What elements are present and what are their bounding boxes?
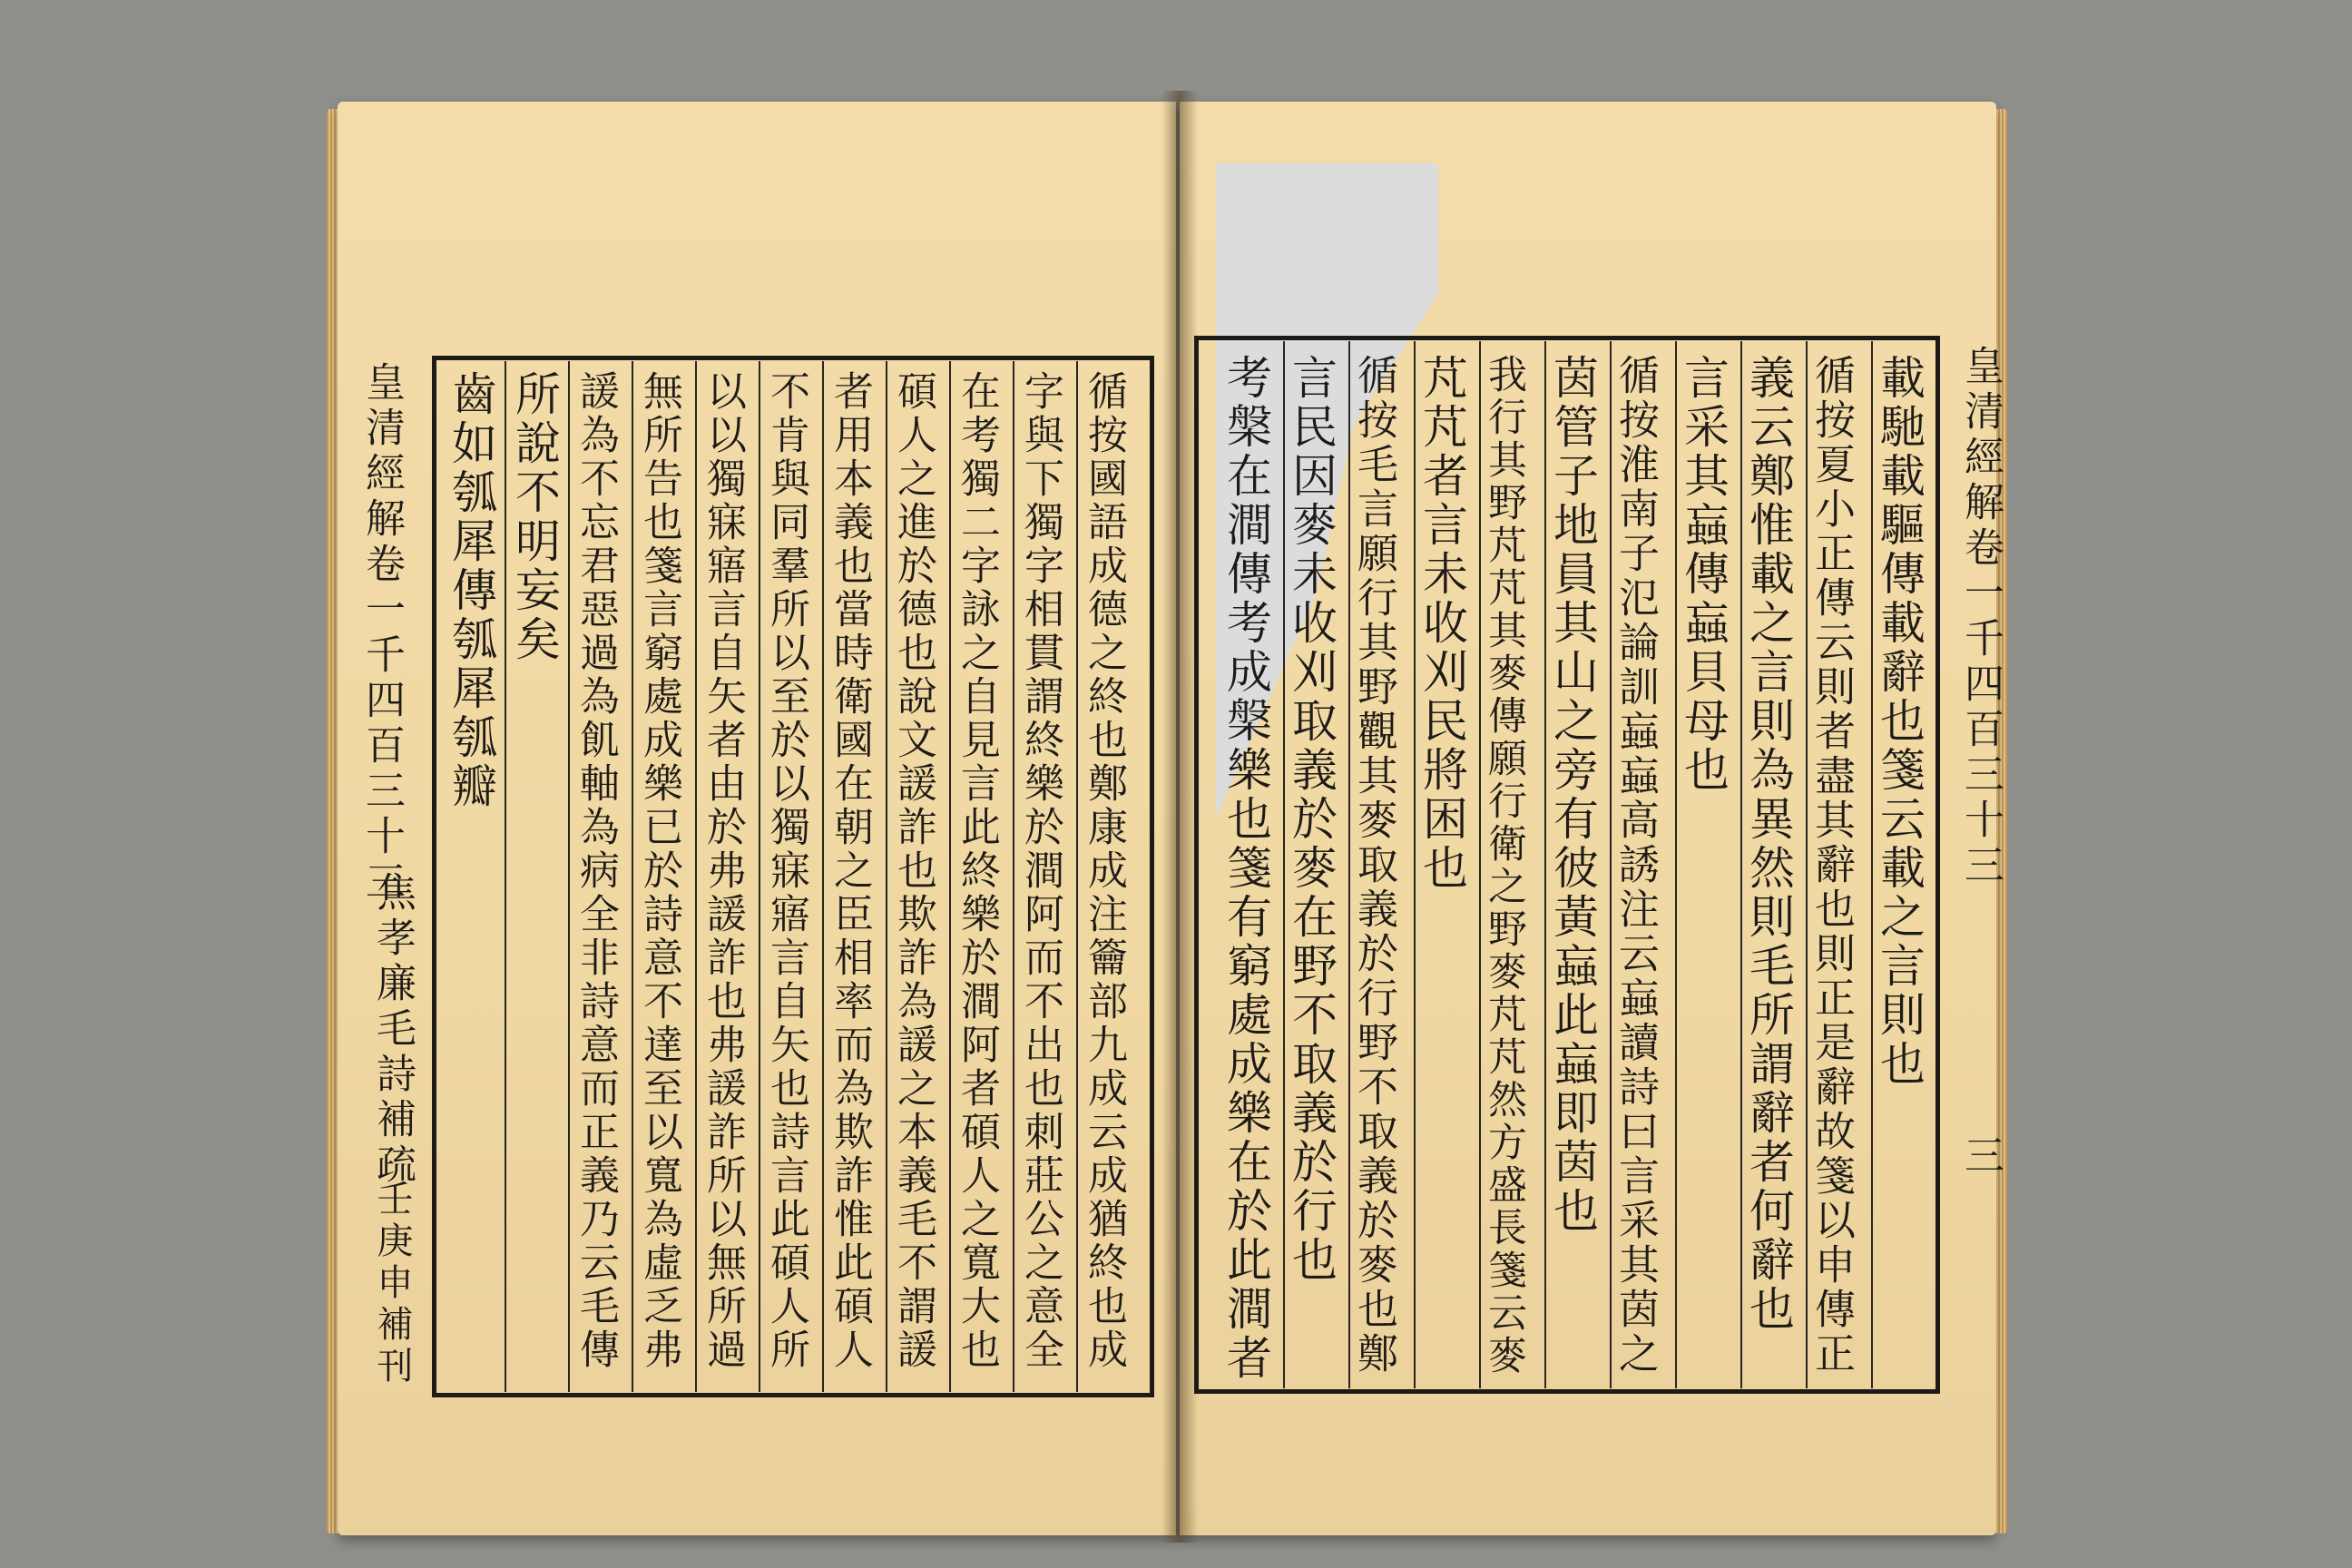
column-rule xyxy=(1013,361,1014,1392)
right-margin-bottom: 三 xyxy=(1957,1134,2004,1180)
left-col-7: 以以獨寐寤言自矢者由於弗諼詐也弗諼詐所以無所過 xyxy=(700,370,746,1372)
right-col-3: 義云鄭惟載之言則為異然則毛所謂辭者何辭也 xyxy=(1742,354,1795,1334)
left-col-2: 字與下獨字相貫謂終樂於澗阿而不出也刺莊公之意全 xyxy=(1017,370,1063,1372)
right-col-2: 循按夏小正傳云則者盡其辭也則正是辭故箋以申傳正 xyxy=(1808,354,1856,1377)
right-col-9: 循按毛言願行其野觀其麥取義於行野不取義於麥也鄭 xyxy=(1350,354,1398,1377)
right-col-1: 載馳載驅傳載辭也箋云載之言則也 xyxy=(1873,354,1926,1089)
left-col-9: 諼為不忘君惡過為飢軸為病全非詩意而正義乃云毛傳 xyxy=(573,370,619,1372)
column-rule xyxy=(1479,341,1481,1388)
right-col-6: 茵管子地員其山之旁有彼黃蝱此蝱即茵也 xyxy=(1546,354,1599,1236)
column-rule xyxy=(1871,341,1873,1388)
column-rule xyxy=(1348,341,1350,1388)
column-rule xyxy=(1544,341,1546,1388)
column-rule xyxy=(568,361,570,1392)
column-rule xyxy=(1283,341,1285,1388)
left-col-3: 在考獨二字詠之自見言此終樂於澗阿者碩人之寬大也 xyxy=(954,370,1000,1372)
left-col-8: 無所告也箋言窮處成樂已於詩意不達至以寬為虛乏弗 xyxy=(636,370,682,1372)
column-rule xyxy=(1675,341,1677,1388)
right-col-8: 芃芃者言未收刈民將困也 xyxy=(1416,354,1468,893)
left-margin-author: 焦孝廉毛詩補疏 xyxy=(369,871,416,1189)
column-rule xyxy=(632,361,633,1392)
column-rule xyxy=(1076,361,1078,1392)
right-col-4: 言采其蝱傳蝱貝母也 xyxy=(1677,354,1730,795)
left-margin-bottom: 壬庚申補刊 xyxy=(371,1180,413,1388)
column-rule xyxy=(759,361,760,1392)
right-col-7: 我行其野芃芃其麥傳願行衛之野麥芃芃然方盛長箋云麥 xyxy=(1482,354,1527,1377)
column-rule xyxy=(1806,341,1808,1388)
column-rule xyxy=(886,361,887,1392)
left-col-1: 循按國語成德之終也鄭康成注籥部九成云成猶終也成 xyxy=(1081,370,1127,1372)
column-rule xyxy=(949,361,951,1392)
left-col-4: 碩人之進於德也說文諼詐也欺詐為諼之本義毛不謂諼 xyxy=(890,370,936,1372)
column-rule xyxy=(695,361,697,1392)
column-rule xyxy=(505,361,506,1392)
right-margin-title: 皇清經解卷一千四百三十三 xyxy=(1957,345,2004,889)
column-rule xyxy=(1610,341,1612,1388)
left-col-10: 所說不明妄矣 xyxy=(508,370,561,664)
left-margin-title: 皇清經解卷一千四百三十三 xyxy=(358,361,405,906)
right-col-11: 考槃在澗傳考成槃樂也箋有窮處成樂在於此澗者 xyxy=(1220,354,1272,1383)
left-col-6: 不肯與同羣所以至於以獨寐寤言自矢也詩言此碩人所 xyxy=(763,370,809,1372)
column-rule xyxy=(1414,341,1416,1388)
column-rule xyxy=(822,361,824,1392)
book-gutter xyxy=(1161,91,1198,1543)
right-col-5: 循按淮南子氾論訓蝱蝱高誘注云蝱讀詩曰言采其茵之 xyxy=(1612,354,1660,1377)
right-col-10: 言民因麥未收刈取義於麥在野不取義於行也 xyxy=(1285,354,1338,1285)
left-col-11: 齒如瓠犀傳瓠犀瓠瓣 xyxy=(445,370,497,811)
column-rule xyxy=(1740,341,1742,1388)
left-col-5: 者用本義也當時衛國在朝之臣相率而為欺詐惟此碩人 xyxy=(827,370,873,1372)
